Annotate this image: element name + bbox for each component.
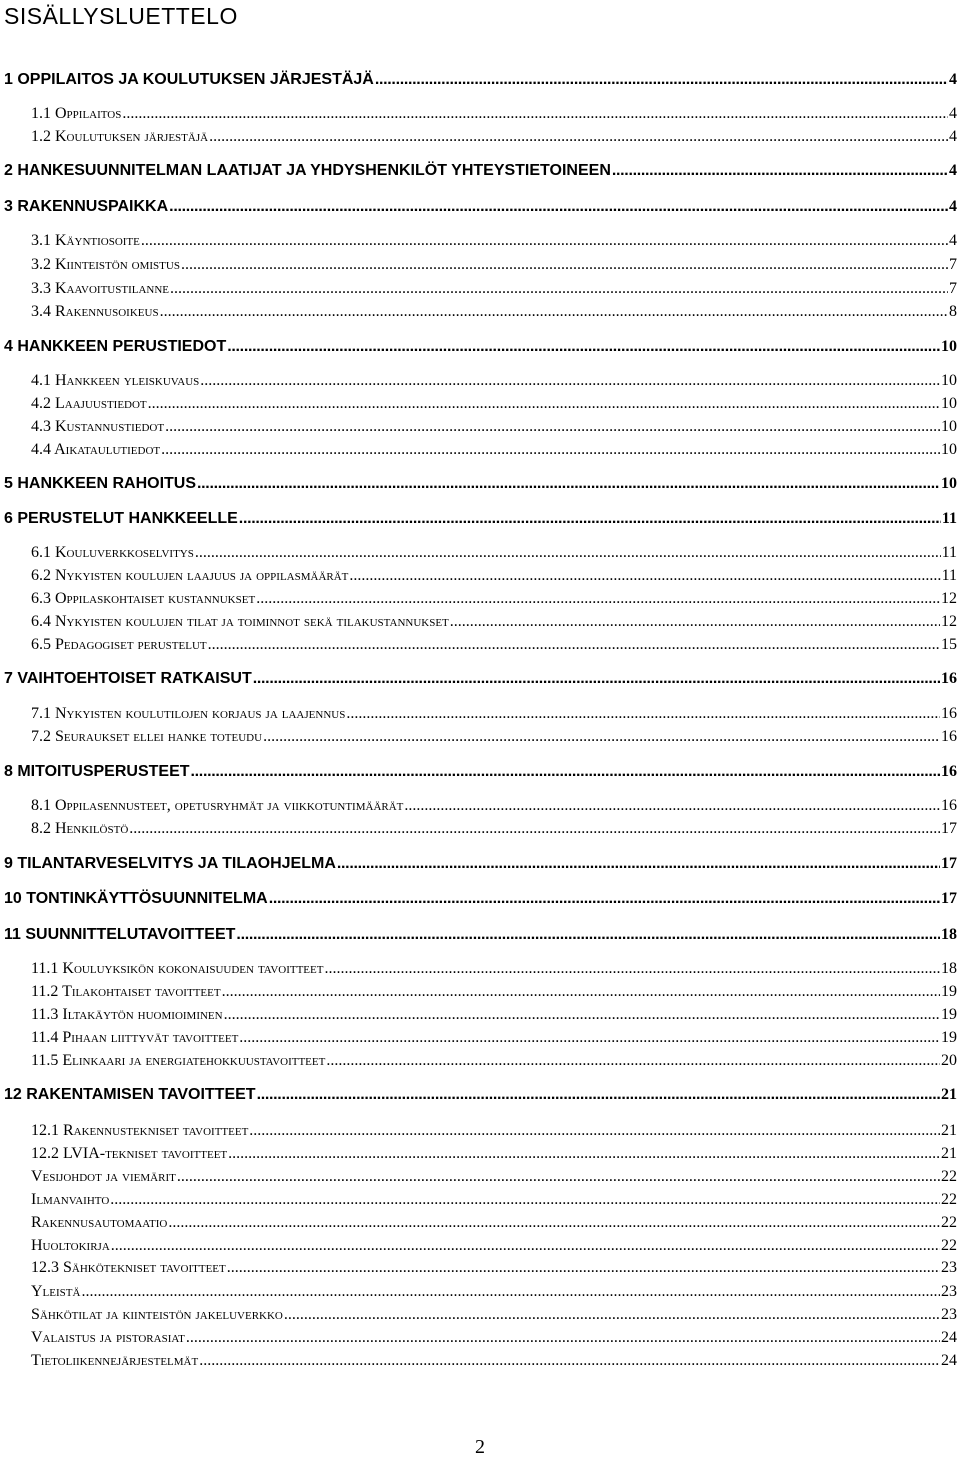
toc-entry-label: 8.1 Oppilasennusteet, opetusryhmät ja viikkotuntimäärät (31, 797, 404, 814)
dot-leader (346, 705, 940, 723)
toc-entry-page-number: 17 (941, 855, 957, 872)
toc-entry-label: 6.4 Nykyisten koulujen tilat ja toiminnot sekä tilakustannukset (31, 613, 449, 630)
dot-leader (160, 303, 948, 321)
toc-entry-label: 12.3 Sähkötekniset tavoitteet (31, 1259, 226, 1276)
toc-section-entry[interactable] (31, 1214, 957, 1236)
toc-entry-page-number: 19 (941, 1029, 957, 1046)
dot-leader (222, 983, 940, 1001)
toc-section-entry[interactable] (31, 983, 957, 1005)
toc-entry-page-number: 11 (941, 567, 957, 584)
dot-leader (191, 763, 940, 781)
toc-entry-label: Sähkötilat ja kiinteistön jakeluverkko (31, 1306, 283, 1323)
toc-entry-page-number: 19 (941, 1006, 957, 1023)
dot-leader (141, 232, 948, 250)
dot-leader (253, 670, 940, 688)
toc-section-entry[interactable] (31, 1145, 957, 1167)
toc-section-entry[interactable] (31, 256, 957, 278)
dot-leader (197, 475, 940, 493)
dot-leader (161, 441, 940, 459)
toc-chapter-entry[interactable] (4, 855, 957, 877)
toc-entry-label: 12 RAKENTAMISEN TAVOITTEET (4, 1086, 256, 1103)
dot-leader (239, 510, 941, 528)
toc-entry-label: 3.4 Rakennusoikeus (31, 303, 159, 320)
dot-leader (200, 372, 940, 390)
toc-section-entry[interactable] (31, 567, 957, 589)
toc-entry-page-number: 21 (941, 1145, 957, 1162)
toc-entry-page-number: 22 (941, 1168, 957, 1185)
dot-leader (111, 1237, 940, 1255)
dot-leader (404, 797, 940, 815)
toc-entry-page-number: 12 (941, 613, 957, 630)
toc-section-entry[interactable] (31, 590, 957, 612)
toc-entry-page-number: 15 (941, 636, 957, 653)
dot-leader (186, 1329, 940, 1347)
toc-section-entry[interactable] (31, 636, 957, 658)
toc-entry-page-number: 17 (941, 890, 957, 907)
toc-entry-label: 6 PERUSTELUT HANKKEELLE (4, 510, 238, 527)
toc-entry-label: 7.2 Seuraukset ellei hanke toteudu (31, 728, 263, 745)
toc-entry-label: Yleistä (31, 1283, 81, 1300)
dot-leader (81, 1283, 940, 1301)
toc-entry-page-number: 18 (941, 926, 957, 943)
toc-chapter-entry[interactable] (4, 926, 957, 948)
toc-entry-label: Rakennusautomaatio (31, 1214, 168, 1231)
toc-entry-page-number: 11 (941, 544, 957, 561)
toc-entry-page-number: 4 (949, 162, 957, 179)
toc-entry-label: 10 TONTINKÄYTTÖSUUNNITELMA (4, 890, 268, 907)
toc-entry-label: 7 VAIHTOEHTOISET RATKAISUT (4, 670, 252, 687)
toc-entry-page-number: 22 (941, 1214, 957, 1231)
toc-entry-page-number: 22 (941, 1191, 957, 1208)
dot-leader (284, 1306, 940, 1324)
toc-section-entry[interactable] (31, 820, 957, 842)
dot-leader (129, 820, 940, 838)
toc-section-entry[interactable] (31, 232, 957, 254)
dot-leader (450, 613, 940, 631)
dot-leader (181, 256, 948, 274)
toc-entry-label: Vesijohdot ja viemärit (31, 1168, 176, 1185)
dot-leader (375, 71, 948, 89)
toc-entry-label: 1.2 Koulutuksen järjestäjä (31, 128, 209, 145)
toc-section-entry[interactable] (31, 705, 957, 727)
toc-entry-label: 2 HANKESUUNNITELMAN LAATIJAT JA YHDYSHENKILÖT YHTEYSTIETOINEEN (4, 162, 611, 179)
toc-section-entry[interactable] (31, 960, 957, 982)
dot-leader (269, 890, 940, 908)
toc-section-entry[interactable] (31, 728, 957, 750)
toc-section-entry[interactable] (31, 1052, 957, 1074)
toc-entry-page-number: 21 (941, 1122, 957, 1139)
toc-entry-page-number: 7 (949, 256, 957, 273)
toc-entry-label: 11.3 Iltakäytön huomioiminen (31, 1006, 223, 1023)
toc-chapter-entry[interactable] (4, 670, 957, 692)
toc-entry-page-number: 10 (941, 395, 957, 412)
toc-entry-label: 6.3 Oppilaskohtaiset kustannukset (31, 590, 256, 607)
toc-chapter-entry[interactable] (4, 510, 957, 532)
toc-entry-label: Ilmanvaihto (31, 1191, 110, 1208)
toc-entry-page-number: 4 (949, 105, 957, 122)
toc-entry-label: 6.5 Pedagogiset perustelut (31, 636, 207, 653)
dot-leader (227, 338, 940, 356)
toc-entry-label: 11.5 Elinkaari ja energiatehokkuustavoitteet (31, 1052, 326, 1069)
toc-section-entry[interactable] (31, 128, 957, 150)
dot-leader (110, 1191, 940, 1209)
toc-section-entry[interactable] (31, 1329, 957, 1351)
toc-entry-label: 11 SUUNNITTELUTAVOITTEET (4, 926, 236, 943)
page-title: SISÄLLYSLUETTELO (4, 3, 238, 29)
toc-chapter-entry[interactable] (4, 162, 957, 184)
toc-entry-label: 7.1 Nykyisten koulutilojen korjaus ja laajennus (31, 705, 346, 722)
toc-entry-page-number: 22 (941, 1237, 957, 1254)
toc-entry-label: 3.3 Kaavoitustilanne (31, 280, 170, 297)
toc-entry-page-number: 23 (941, 1306, 957, 1323)
dot-leader (249, 1122, 940, 1140)
toc-entry-page-number: 24 (941, 1329, 957, 1346)
toc-entry-label: 6.2 Nykyisten koulujen laajuus ja oppilasmäärät (31, 567, 349, 584)
toc-entry-label: 3.1 Käyntiosoite (31, 232, 140, 249)
toc-entry-label: 4.4 Aikataulutiedot (31, 441, 161, 458)
dot-leader (263, 728, 940, 746)
toc-entry-page-number: 16 (941, 728, 957, 745)
dot-leader (337, 855, 940, 873)
dot-leader (239, 1029, 940, 1047)
toc-entry-page-number: 10 (941, 441, 957, 458)
toc-section-entry[interactable] (31, 1006, 957, 1028)
toc-entry-label: 11.1 Kouluyksikön kokonaisuuden tavoitteet (31, 960, 324, 977)
dot-leader (177, 1168, 940, 1186)
toc-entry-label: 4.1 Hankkeen yleiskuvaus (31, 372, 200, 389)
toc-entry-page-number: 24 (941, 1352, 957, 1369)
toc-entry-label: Tietoliikennejärjestelmät (31, 1352, 199, 1369)
toc-entry-label: 12.1 Rakennustekniset tavoitteet (31, 1122, 249, 1139)
toc-entry-page-number: 21 (941, 1086, 957, 1103)
toc-entry-page-number: 8 (949, 303, 957, 320)
toc-entry-label: 4 HANKKEEN PERUSTIEDOT (4, 338, 227, 355)
toc-entry-page-number: 10 (941, 475, 957, 492)
toc-section-entry[interactable] (31, 1122, 957, 1144)
toc-entry-page-number: 19 (941, 983, 957, 1000)
toc-section-entry[interactable] (31, 1283, 957, 1305)
toc-entry-page-number: 20 (941, 1052, 957, 1069)
dot-leader (199, 1352, 940, 1370)
toc-section-entry[interactable] (31, 1352, 957, 1374)
toc-section-entry[interactable] (31, 441, 957, 463)
toc-chapter-entry[interactable] (4, 71, 957, 93)
dot-leader (169, 198, 948, 216)
toc-section-entry[interactable] (31, 105, 957, 127)
toc-section-entry[interactable] (31, 1259, 957, 1281)
toc-entry-label: 4.3 Kustannustiedot (31, 418, 165, 435)
toc-entry-label: 8.2 Henkilöstö (31, 820, 129, 837)
dot-leader (122, 105, 948, 123)
toc-section-entry[interactable] (31, 1191, 957, 1213)
toc-entry-page-number: 4 (949, 128, 957, 145)
toc-entry-label: 11.2 Tilakohtaiset tavoitteet (31, 983, 221, 1000)
toc-entry-label: 1.1 Oppilaitos (31, 105, 122, 122)
toc-section-entry[interactable] (31, 1237, 957, 1259)
toc-entry-label: 6.1 Kouluverkkoselvitys (31, 544, 194, 561)
toc-section-entry[interactable] (31, 303, 957, 325)
dot-leader (257, 1086, 940, 1104)
toc-chapter-entry[interactable] (4, 338, 957, 360)
toc-section-entry[interactable] (31, 280, 957, 302)
toc-entry-page-number: 10 (941, 338, 957, 355)
toc-entry-page-number: 16 (941, 763, 957, 780)
dot-leader (195, 544, 941, 562)
toc-entry-label: 5 HANKKEEN RAHOITUS (4, 475, 197, 492)
toc-section-entry[interactable] (31, 418, 957, 440)
dot-leader (165, 418, 940, 436)
dot-leader (612, 162, 948, 180)
toc-entry-label: Huoltokirja (31, 1237, 110, 1254)
dot-leader (208, 636, 940, 654)
dot-leader (224, 1006, 940, 1024)
toc-entry-page-number: 11 (941, 510, 957, 527)
toc-entry-page-number: 16 (941, 670, 957, 687)
toc-entry-label: 1 OPPILAITOS JA KOULUTUKSEN JÄRJESTÄJÄ (4, 71, 374, 88)
toc-chapter-entry[interactable] (4, 763, 957, 785)
dot-leader (256, 590, 940, 608)
toc-section-entry[interactable] (31, 1029, 957, 1051)
toc-entry-page-number: 18 (941, 960, 957, 977)
toc-section-entry[interactable] (31, 1306, 957, 1328)
toc-entry-page-number: 23 (941, 1259, 957, 1276)
dot-leader (168, 1214, 940, 1232)
toc-entry-page-number: 10 (941, 418, 957, 435)
toc-entry-page-number: 16 (941, 705, 957, 722)
dot-leader (148, 395, 940, 413)
toc-entry-label: 4.2 Laajuustiedot (31, 395, 147, 412)
toc-entry-label: 3 RAKENNUSPAIKKA (4, 198, 169, 215)
dot-leader (228, 1145, 940, 1163)
toc-entry-page-number: 7 (949, 280, 957, 297)
toc-chapter-entry[interactable] (4, 1086, 957, 1108)
toc-section-entry[interactable] (31, 544, 957, 566)
toc-entry-label: 11.4 Pihaan liittyvät tavoitteet (31, 1029, 239, 1046)
toc-entry-label: 9 TILANTARVESELVITYS JA TILAOHJELMA (4, 855, 336, 872)
toc-entry-label: 12.2 LVIA-tekniset tavoitteet (31, 1145, 228, 1162)
footer-page-number: 2 (475, 1436, 485, 1458)
toc-entry-label: 3.2 Kiinteistön omistus (31, 256, 180, 273)
toc-entry-page-number: 10 (941, 372, 957, 389)
dot-leader (227, 1259, 940, 1277)
toc-chapter-entry[interactable] (4, 890, 957, 912)
toc-section-entry[interactable] (31, 797, 957, 819)
dot-leader (326, 1052, 940, 1070)
toc-chapter-entry[interactable] (4, 198, 957, 220)
toc-entry-label: Valaistus ja pistorasiat (31, 1329, 185, 1346)
toc-section-entry[interactable] (31, 372, 957, 394)
dot-leader (170, 280, 948, 298)
toc-section-entry[interactable] (31, 1168, 957, 1190)
toc-entry-page-number: 4 (949, 71, 957, 88)
toc-entry-label: 8 MITOITUSPERUSTEET (4, 763, 190, 780)
toc-entry-page-number: 17 (941, 820, 957, 837)
dot-leader (209, 128, 948, 146)
toc-entry-page-number: 4 (949, 198, 957, 215)
toc-entry-page-number: 23 (941, 1283, 957, 1300)
dot-leader (349, 567, 940, 585)
toc-entry-page-number: 4 (949, 232, 957, 249)
toc-entry-page-number: 16 (941, 797, 957, 814)
dot-leader (324, 960, 940, 978)
toc-section-entry[interactable] (31, 395, 957, 417)
toc-entry-page-number: 12 (941, 590, 957, 607)
toc-section-entry[interactable] (31, 613, 957, 635)
dot-leader (236, 926, 940, 944)
toc-chapter-entry[interactable] (4, 475, 957, 497)
